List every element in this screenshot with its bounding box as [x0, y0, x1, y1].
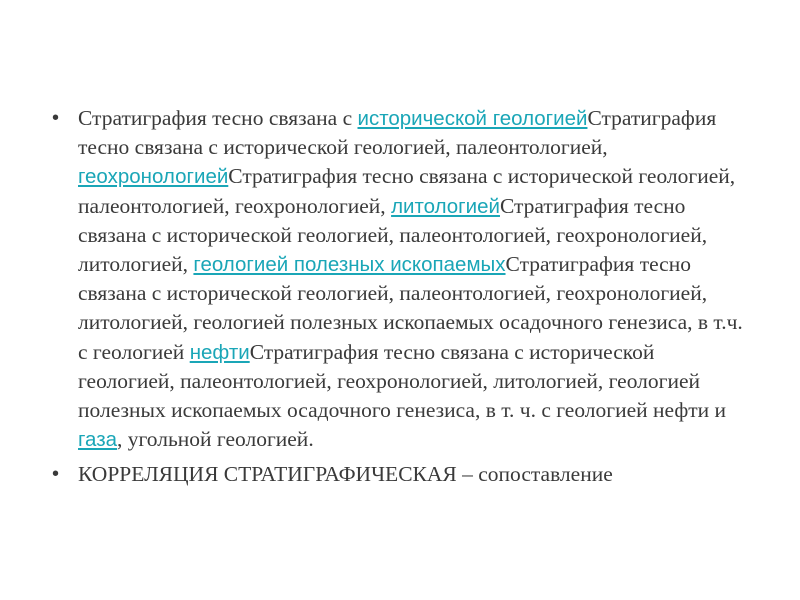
paragraph-text: Стратиграфия тесно связана с исторической геологией, палеонтологией,: [78, 106, 717, 160]
paragraph-text: Стратиграфия тесно связана с: [78, 106, 358, 130]
bullet-dot-icon: •: [52, 463, 60, 486]
hyperlink[interactable]: геологией полезных ископаемых: [193, 253, 506, 277]
hyperlink[interactable]: газа: [78, 428, 117, 452]
hyperlink[interactable]: литологией: [391, 194, 500, 218]
bullet-list: [52, 104, 752, 496]
paragraph-text: Стратиграфия тесно связана с исторической геологией, палеонтологией, геохронологией, литологией, геологией полезных ископаемых осадочного генезиса, в т. ч. с геологией нефти и: [78, 339, 727, 423]
paragraph-text: Стратиграфия тесно связана с исторической геологией, палеонтологией, геохронологией, литологией,: [78, 193, 708, 277]
bullet-dot-icon: •: [52, 107, 60, 129]
bullet-paragraph: [52, 460, 752, 489]
paragraph-text: Стратиграфия тесно связана с исторической геологией, палеонтологией, геохронологией,: [78, 164, 736, 218]
paragraph-text: , угольной геологией.: [117, 427, 314, 452]
hyperlink[interactable]: геохронологией: [78, 165, 229, 189]
paragraph-text: КОРРЕЛЯЦИЯ СТРАТИГРАФИЧЕСКАЯ – сопоставление: [78, 462, 613, 487]
hyperlink[interactable]: нефти: [189, 340, 250, 364]
paragraph-text: Стратиграфия тесно связана с исторической геологией, палеонтологией, геохронологией, литологией, геологией полезных ископаемых осадочного генезиса, в т.ч. с геологией: [78, 252, 743, 364]
hyperlink[interactable]: исторической геологией: [357, 107, 588, 130]
bullet-paragraph: [52, 104, 752, 454]
